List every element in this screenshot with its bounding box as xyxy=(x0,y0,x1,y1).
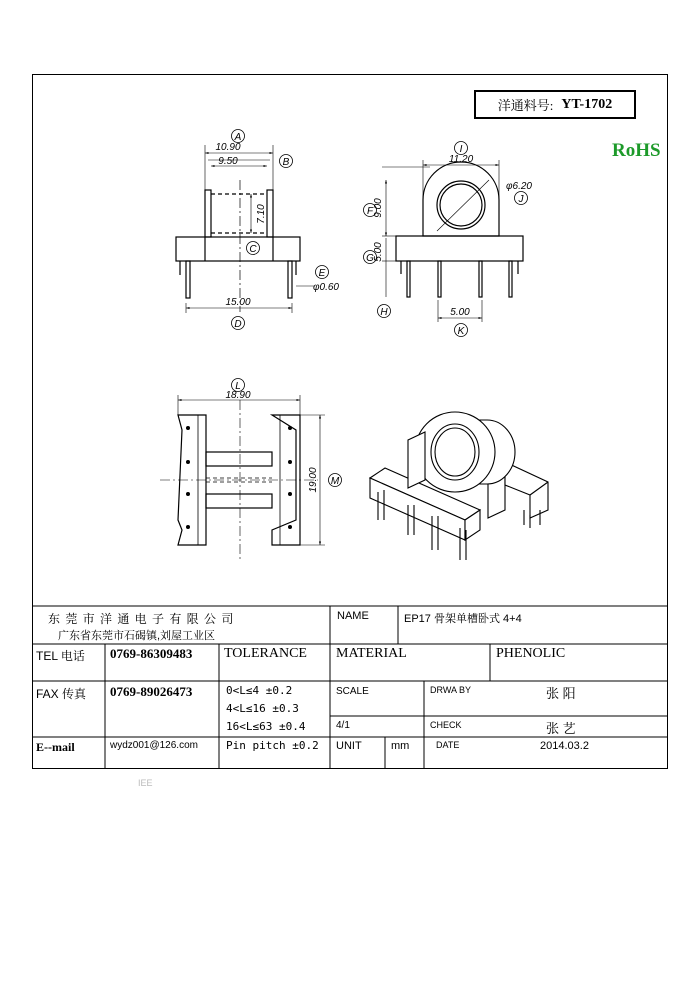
dim-c-label: C xyxy=(249,244,257,255)
check-label: CHECK xyxy=(430,720,462,730)
email-label: E--mail xyxy=(36,740,75,754)
tolerance-range-3: 16<L≤63 ±0.4 xyxy=(226,720,306,733)
dim-i-value: 11.20 xyxy=(448,154,474,165)
material-label: MATERIAL xyxy=(336,646,407,661)
isometric-view xyxy=(370,412,548,560)
fax-label: FAX 传真 xyxy=(36,687,87,701)
tolerance-range-1: 0<L≤4 ±0.2 xyxy=(226,684,293,697)
fax-value: 0769-89026473 xyxy=(110,684,193,699)
unit-label: UNIT xyxy=(336,740,362,752)
tel-value: 0769-86309483 xyxy=(110,646,193,661)
drawby-value: 张 阳 xyxy=(546,686,576,701)
tolerance-label: TOLERANCE xyxy=(224,646,307,661)
front-view-text xyxy=(215,132,339,330)
top-view-text xyxy=(225,381,339,493)
dim-m-label: M xyxy=(330,476,340,487)
scale-value: 4/1 xyxy=(336,720,350,731)
dim-k-value: 5.00 xyxy=(450,307,470,318)
footer-mark: IEE xyxy=(138,778,153,788)
dim-d-value: 15.00 xyxy=(225,297,251,308)
tolerance-pin-pitch: Pin pitch ±0.2 xyxy=(226,739,319,752)
material-value: PHENOLIC xyxy=(496,646,566,661)
side-view xyxy=(364,142,528,337)
dim-b-value: 9.50 xyxy=(218,156,238,167)
dim-e-label: E xyxy=(318,268,326,279)
name-value: EP17 骨架单槽卧式 4+4 xyxy=(404,613,522,625)
unit-value: mm xyxy=(391,740,410,752)
dim-l-value: 18.90 xyxy=(225,390,251,401)
dim-b-label: B xyxy=(282,157,290,168)
dim-m-value: 19.00 xyxy=(308,467,319,493)
dim-f-value: 9.00 xyxy=(373,198,384,218)
dim-g-value: 5.00 xyxy=(373,242,384,262)
dim-j-value: φ6.20 xyxy=(506,181,532,192)
tel-label: TEL 电话 xyxy=(36,649,85,663)
dim-c-value: 7.10 xyxy=(256,204,267,224)
part-number-label: 洋通料号: xyxy=(497,98,554,113)
dim-a-label: A xyxy=(234,132,242,143)
dim-i-label: I xyxy=(459,144,463,155)
dim-f-label: F xyxy=(366,206,374,217)
date-label: DATE xyxy=(436,740,460,750)
email-value: wydz001@126.com xyxy=(110,740,198,751)
company-name: 东 莞 市 洋 通 电 子 有 限 公 司 xyxy=(48,612,235,626)
rohs-mark: RoHS xyxy=(612,140,661,161)
company-address: 广东省东莞市石碣镇,刘屋工业区 xyxy=(58,630,216,642)
dim-l-label: L xyxy=(235,381,241,392)
tolerance-range-2: 4<L≤16 ±0.3 xyxy=(226,702,299,715)
dim-h-label: H xyxy=(380,307,388,318)
side-view-text xyxy=(366,144,532,337)
dim-e-value: φ0.60 xyxy=(313,282,339,293)
drawby-label: DRWA BY xyxy=(430,685,472,695)
dim-j-label: J xyxy=(518,194,524,205)
front-view xyxy=(176,130,329,330)
dim-g-label: G xyxy=(366,253,374,264)
name-label: NAME xyxy=(337,610,369,622)
part-number: YT-1702 xyxy=(561,96,613,112)
scale-label: SCALE xyxy=(336,686,369,697)
date-value: 2014.03.2 xyxy=(540,740,589,752)
dim-d-label: D xyxy=(234,319,242,330)
dim-k-label: K xyxy=(457,326,465,337)
check-value: 张 艺 xyxy=(546,721,576,736)
dim-a-value: 10.90 xyxy=(215,142,241,153)
